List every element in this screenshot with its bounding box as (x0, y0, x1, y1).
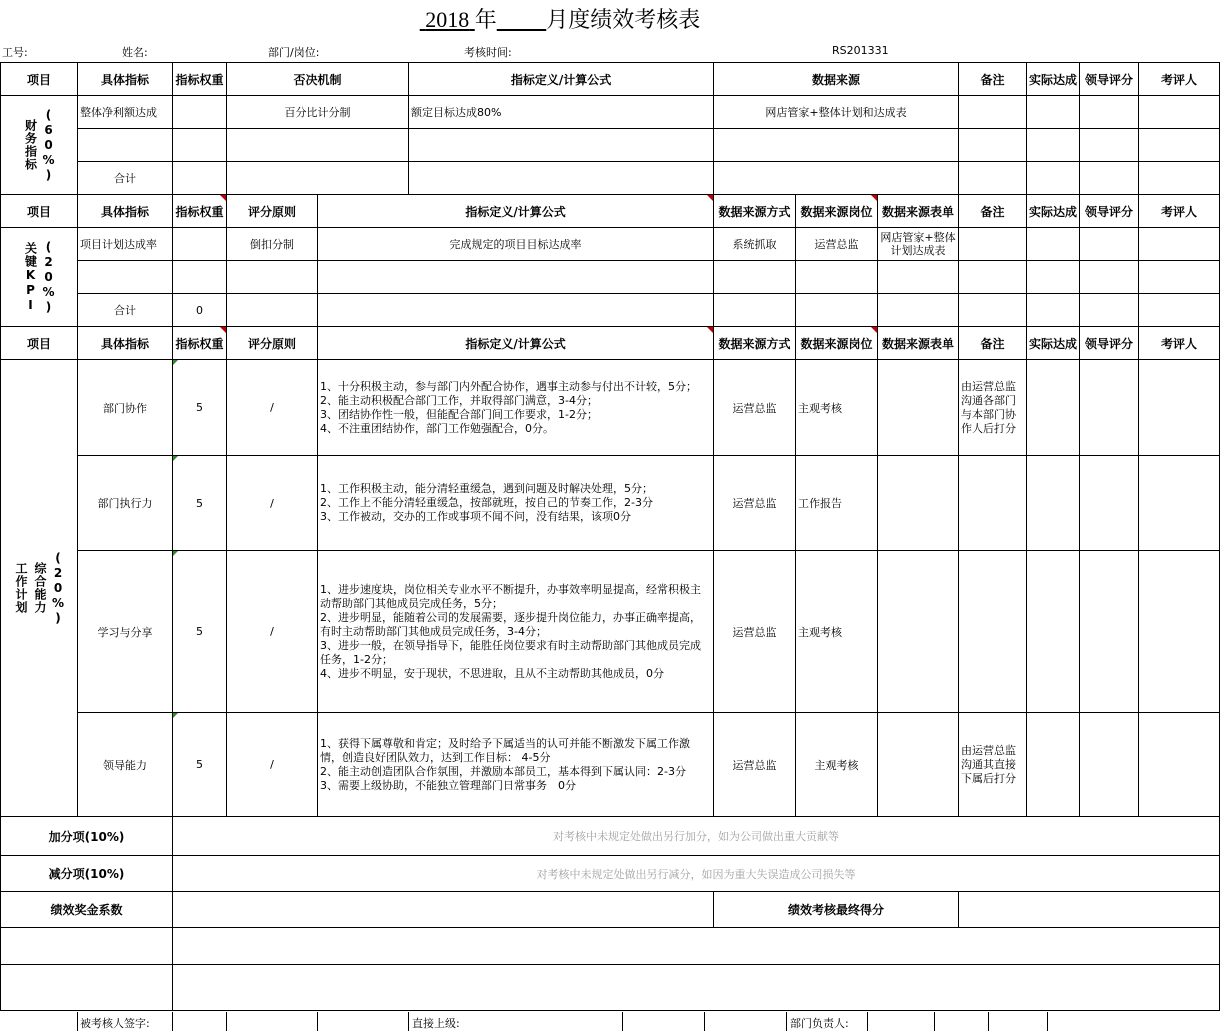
deduct-text[interactable]: 对考核中未规定处做出另行减分，如因为重大失误造成公司损失等 (173, 856, 1220, 892)
cell[interactable] (78, 129, 173, 162)
h1-weight: 指标权重 (173, 63, 227, 96)
h1-veto: 否决机制 (227, 63, 409, 96)
h1-source: 数据来源 (714, 63, 959, 96)
coef-label: 绩效奖金系数 (1, 892, 173, 928)
cell[interactable] (1027, 456, 1080, 551)
form-code: RS201331 (832, 44, 889, 57)
cell[interactable] (796, 294, 878, 327)
kpi-row-2 (1, 261, 1220, 294)
h2-item: 项目 (1, 195, 78, 228)
title-month-blank[interactable] (497, 7, 547, 32)
kpi-post[interactable]: 运营总监 (796, 228, 878, 261)
kpi-form[interactable]: 网店管家+整体计划达成表 (878, 228, 959, 261)
h1-indicator: 具体指标 (78, 63, 173, 96)
cell[interactable] (1, 928, 173, 965)
blank-row-1 (1, 928, 1220, 965)
ability-weight-2[interactable]: 5 (173, 456, 227, 551)
cell[interactable] (1139, 228, 1220, 261)
ability-weight-1[interactable]: 5 (173, 360, 227, 456)
cell[interactable] (318, 261, 714, 294)
finance-label-pct: (60%) (41, 107, 56, 183)
title-year-sep: 年 (474, 7, 497, 32)
cell[interactable] (173, 261, 227, 294)
cell[interactable] (714, 261, 796, 294)
cell[interactable] (173, 129, 227, 162)
ability-indicator-1[interactable]: 部门协作 (78, 360, 173, 456)
ability-method-4[interactable]: 运营总监 (714, 713, 796, 817)
finance-row-2 (1, 129, 1220, 162)
cell[interactable] (1027, 162, 1080, 195)
ability-method-2[interactable]: 运营总监 (714, 456, 796, 551)
coef-row (1, 892, 1220, 928)
info-row (0, 42, 1120, 62)
period-label: 考核时间: (464, 46, 512, 59)
cell[interactable] (1080, 551, 1139, 713)
finance-source[interactable]: 网店管家+整体计划和达成表 (714, 96, 959, 129)
deduct-row (1, 856, 1220, 892)
cell[interactable] (1139, 294, 1220, 327)
cell[interactable] (173, 965, 1220, 1011)
cell[interactable] (714, 162, 959, 195)
cell[interactable] (714, 294, 796, 327)
title-year: 2018 (425, 7, 470, 32)
h1-item: 项目 (1, 63, 78, 96)
cell[interactable] (1027, 261, 1080, 294)
finance-definition[interactable]: 额定目标达成80% (409, 96, 714, 129)
cell[interactable] (878, 360, 959, 456)
cell[interactable] (878, 456, 959, 551)
ability-label-pct: (20%) (51, 550, 65, 626)
final-score-label: 绩效考核最终得分 (714, 892, 959, 928)
cell[interactable] (173, 928, 1220, 965)
ability-indicator-2[interactable]: 部门执行力 (78, 456, 173, 551)
cell[interactable] (409, 162, 714, 195)
ability-post-1[interactable]: 主观考核 (796, 360, 878, 456)
cell[interactable] (1139, 360, 1220, 456)
deduct-label: 减分项(10%) (1, 856, 173, 892)
cell[interactable] (1139, 456, 1220, 551)
h3-assessor: 考评人 (1139, 327, 1220, 360)
name-label: 姓名: (122, 46, 148, 59)
h2-principle: 评分原则 (227, 195, 318, 228)
h3-form: 数据来源表单 (878, 327, 959, 360)
h1-score: 领导评分 (1080, 63, 1139, 96)
kpi-total-row (1, 294, 1220, 327)
ability-label-text: 综合能力 (33, 562, 47, 614)
finance-actual[interactable] (1027, 96, 1080, 129)
cell[interactable] (227, 129, 409, 162)
kpi-definition[interactable]: 完成规定的项目目标达成率 (318, 228, 714, 261)
h3-method: 数据来源方式 (714, 327, 796, 360)
finance-label-text: 财务指标 (23, 119, 38, 171)
kpi-label-pct: (20%) (41, 239, 56, 315)
h3-note: 备注 (959, 327, 1027, 360)
cell[interactable] (1027, 129, 1080, 162)
kpi-total-weight: 0 (173, 294, 227, 327)
cell[interactable] (1139, 551, 1220, 713)
ability-definition-3[interactable]: 1、进步速度块，岗位相关专业水平不断提升，办事效率明显提高，经常积极主动帮助部门其他成员完成任务，5分； 2、进步明显，能随着公司的发展需要，逐步提升岗位能力，办事正确率提高，有时主动帮助部门其他成员完成任务，3-4分； 3、进步一般，在领导指导下，能胜任岗位要求有时主动帮助部门其他成员完成任务，1-2分； 4、进步不明显，安于现状，不思进取，且从不主动帮助其他成员，0分 (318, 551, 714, 713)
finance-score[interactable] (1080, 96, 1139, 129)
h3-definition: 指标定义/计算公式 (318, 327, 714, 360)
bonus-row (1, 817, 1220, 856)
h3-weight: 指标权重 (173, 327, 227, 360)
h2-form: 数据来源表单 (878, 195, 959, 228)
finance-row-1 (1, 96, 1220, 129)
h2-definition: 指标定义/计算公式 (318, 195, 714, 228)
cell[interactable] (959, 162, 1027, 195)
finance-total-row (1, 162, 1220, 195)
finance-assessor[interactable] (1139, 96, 1220, 129)
h2-method: 数据来源方式 (714, 195, 796, 228)
cell[interactable] (1080, 294, 1139, 327)
cell[interactable] (959, 261, 1027, 294)
ability-principle-2[interactable]: / (227, 456, 318, 551)
ability-row-1 (1, 360, 1220, 456)
h2-score: 领导评分 (1080, 195, 1139, 228)
ability-principle-3[interactable]: / (227, 551, 318, 713)
ability-indicator-4[interactable]: 领导能力 (78, 713, 173, 817)
superior-sign-label: 直接上级: (412, 1017, 460, 1030)
ability-note-1[interactable]: 由运营总监沟通各部门与本部门协作人后打分 (959, 360, 1027, 456)
dept-label: 部门/岗位: (268, 46, 320, 59)
ability-post-2[interactable]: 工作报告 (796, 456, 878, 551)
emp-id-label: 工号: (2, 46, 28, 59)
ability-definition-2[interactable]: 1、工作积极主动，能分清轻重缓急，遇到问题及时解决处理，5分； 2、工作上不能分清轻重缓急，按部就班，按自己的节奏工作，2-3分 3、工作被动，交办的工作或事项不闻不问，没有结果，该项0分 (318, 456, 714, 551)
cell[interactable] (1080, 456, 1139, 551)
h2-assessor: 考评人 (1139, 195, 1220, 228)
cell[interactable] (227, 261, 318, 294)
ability-weight-3[interactable]: 5 (173, 551, 227, 713)
cell[interactable] (1080, 129, 1139, 162)
cell[interactable] (1027, 360, 1080, 456)
cell[interactable] (227, 162, 409, 195)
h2-indicator: 具体指标 (78, 195, 173, 228)
ability-note-3[interactable] (959, 551, 1027, 713)
finance-indicator[interactable]: 整体净利额达成 (78, 96, 173, 129)
header-row-1 (1, 63, 1220, 96)
signature-row (0, 1012, 1120, 1031)
cell[interactable] (796, 261, 878, 294)
cell[interactable] (1080, 228, 1139, 261)
form-title (0, 0, 1120, 38)
cell[interactable] (318, 294, 714, 327)
cell[interactable] (409, 129, 714, 162)
ability-row-4 (1, 713, 1220, 817)
kpi-label-text: 关键KPI (23, 241, 38, 313)
finance-total-weight[interactable] (173, 162, 227, 195)
kpi-label (1, 228, 78, 327)
cell[interactable] (1139, 129, 1220, 162)
h1-note: 备注 (959, 63, 1027, 96)
ability-indicator-3[interactable]: 学习与分享 (78, 551, 173, 713)
coef-value[interactable] (173, 892, 714, 928)
ability-row-3 (1, 551, 1220, 713)
ability-principle-4[interactable]: / (227, 713, 318, 817)
title-text: 月度绩效考核表 (546, 7, 701, 32)
ability-post-4[interactable]: 主观考核 (796, 713, 878, 817)
cell[interactable] (227, 294, 318, 327)
kpi-method[interactable]: 系统抓取 (714, 228, 796, 261)
h3-post: 数据来源岗位 (796, 327, 878, 360)
h1-actual: 实际达成 (1027, 63, 1080, 96)
h3-principle: 评分原则 (227, 327, 318, 360)
cell[interactable] (714, 129, 959, 162)
blank-row-2 (1, 965, 1220, 1011)
cell[interactable] (959, 294, 1027, 327)
h2-weight: 指标权重 (173, 195, 227, 228)
cell[interactable] (878, 261, 959, 294)
assessment-table (0, 62, 1220, 1011)
cell[interactable] (1080, 713, 1139, 817)
cell[interactable] (878, 713, 959, 817)
ability-note-4[interactable]: 由运营总监沟通其直接下属后打分 (959, 713, 1027, 817)
ability-label (1, 360, 78, 817)
header-row-2 (1, 195, 1220, 228)
cell[interactable] (1027, 713, 1080, 817)
cell[interactable] (1027, 551, 1080, 713)
ability-note-2[interactable] (959, 456, 1027, 551)
cell[interactable] (1, 965, 173, 1011)
cell[interactable] (1139, 162, 1220, 195)
cell[interactable] (1027, 228, 1080, 261)
ability-method-1[interactable]: 运营总监 (714, 360, 796, 456)
cell[interactable] (959, 129, 1027, 162)
assessee-sign-label: 被考核人签字: (80, 1017, 150, 1030)
cell[interactable] (1080, 162, 1139, 195)
ability-label-plan: 工作计划 (14, 562, 28, 614)
cell[interactable] (878, 294, 959, 327)
cell[interactable] (959, 228, 1027, 261)
h2-note: 备注 (959, 195, 1027, 228)
cell[interactable] (1139, 261, 1220, 294)
bonus-text[interactable]: 对考核中未规定处做出另行加分，如为公司做出重大贡献等 (173, 817, 1220, 856)
kpi-row-1 (1, 228, 1220, 261)
ability-post-3[interactable]: 主观考核 (796, 551, 878, 713)
kpi-principle[interactable]: 倒扣分制 (227, 228, 318, 261)
finance-veto[interactable]: 百分比计分制 (227, 96, 409, 129)
ability-row-2 (1, 456, 1220, 551)
finance-note[interactable] (959, 96, 1027, 129)
cell[interactable] (1027, 294, 1080, 327)
bonus-label: 加分项(10%) (1, 817, 173, 856)
cell[interactable] (78, 261, 173, 294)
dept-head-sign-label: 部门负责人: (790, 1017, 849, 1030)
finance-label (1, 96, 78, 195)
h1-definition: 指标定义/计算公式 (409, 63, 714, 96)
ability-principle-1[interactable]: / (227, 360, 318, 456)
h2-post: 数据来源岗位 (796, 195, 878, 228)
kpi-indicator[interactable]: 项目计划达成率 (78, 228, 173, 261)
h3-score: 领导评分 (1080, 327, 1139, 360)
final-score-value[interactable] (959, 892, 1220, 928)
ability-method-3[interactable]: 运营总监 (714, 551, 796, 713)
ability-definition-4[interactable]: 1、获得下属尊敬和肯定；及时给予下属适当的认可并能不断激发下属工作激情，创造良好团队效力，达到工作目标： 4-5分 2、能主动创造团队合作氛围，并激励本部员工，基本得到下属认同：2-3分 3、需要上级协助，不能独立管理部门日常事务 0分 (318, 713, 714, 817)
h3-actual: 实际达成 (1027, 327, 1080, 360)
h3-indicator: 具体指标 (78, 327, 173, 360)
h1-assessor: 考评人 (1139, 63, 1220, 96)
ability-weight-4[interactable]: 5 (173, 713, 227, 817)
cell[interactable] (1080, 360, 1139, 456)
cell[interactable] (1080, 261, 1139, 294)
ability-definition-1[interactable]: 1、十分积极主动，参与部门内外配合协作，遇事主动参与付出不计较，5分； 2、能主动积极配合部门工作，并取得部门满意，3-4分； 3、团结协作性一般，但能配合部门间工作要求，1-2分； 4、不注重团结协作，部门工作勉强配合，0分。 (318, 360, 714, 456)
cell[interactable] (878, 551, 959, 713)
finance-weight[interactable] (173, 96, 227, 129)
cell[interactable] (1139, 713, 1220, 817)
finance-total-label: 合计 (78, 162, 173, 195)
kpi-weight[interactable] (173, 228, 227, 261)
kpi-total-label: 合计 (78, 294, 173, 327)
h2-actual: 实际达成 (1027, 195, 1080, 228)
h3-item: 项目 (1, 327, 78, 360)
header-row-3 (1, 327, 1220, 360)
